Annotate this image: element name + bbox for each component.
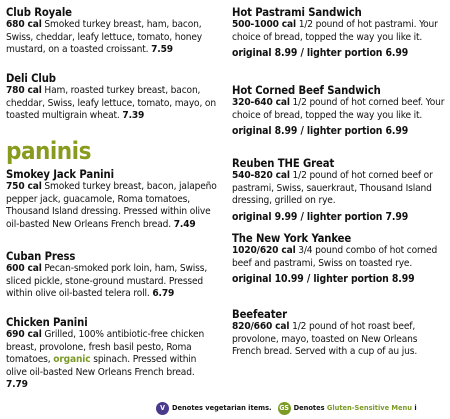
item-description	[6, 263, 218, 301]
item-description	[232, 97, 446, 122]
item-ingredients: Ham, roasted turkey breast, bacon, cheddar, Swiss, leafy lettuce, tomato, mayo, on toasted multigrain wheat.	[6, 85, 216, 122]
item-calories: 1020/620 cal	[232, 245, 296, 256]
item-description	[6, 329, 218, 392]
item-price: 7.59	[151, 44, 173, 56]
item-calories: 690 cal	[6, 329, 42, 340]
item-ingredients: Smoked turkey breast, ham, bacon, Swiss, cheddar, leafy lettuce, tomato, honey mustard, on a toasted croissant.	[6, 19, 202, 56]
item-price: 7.49	[173, 218, 196, 230]
item-calories: 780 cal	[6, 85, 42, 96]
vegetarian-legend-text: Denotes vegetarian items.	[172, 403, 272, 412]
item-description	[232, 321, 446, 359]
item-ingredients: 1/2 pound of hot corned beef or pastrami, Swiss, sauerkraut, Thousand Island dressing, grilled on rye.	[232, 170, 433, 207]
menu-item-reuben-the-great	[232, 157, 446, 224]
item-calories: 820/660 cal	[232, 321, 290, 332]
item-price: 7.79	[6, 379, 28, 391]
item-name: Club Royale	[6, 6, 72, 19]
item-name: Reuben THE Great	[232, 157, 335, 170]
item-calories: 680 cal	[6, 19, 42, 30]
menu-item-cuban-press	[6, 250, 218, 301]
item-calories: 320-640 cal	[232, 97, 290, 108]
item-ingredients-continued: spinach. Pressed within olive oil-basted New Orleans French bread.	[6, 354, 197, 378]
item-ingredients: Smoked turkey breast, bacon, jalapeño pepper jack, guacamole, Roma tomatoes, Thousand Island dressing. Pressed within olive oil-basted New Orleans French bread.	[6, 181, 217, 230]
item-ingredients: 1/2 pound of hot corned beef. Your choice of bread, topped the way you like it.	[232, 97, 445, 121]
item-description	[6, 19, 218, 57]
item-name: Hot Pastrami Sandwich	[232, 6, 362, 19]
legend-footer	[156, 401, 448, 415]
organic-label: organic	[53, 354, 91, 366]
gs-legend-suffix: i	[412, 403, 417, 412]
item-ingredients: 1/2 pound of hot pastrami. Your choice of bread, topped the way you like it.	[232, 19, 438, 43]
item-price-line: original 9.99 / lighter portion 7.99	[232, 210, 409, 223]
item-description	[6, 181, 218, 231]
item-name: Chicken Panini	[6, 316, 88, 329]
item-price-line: original 10.99 / lighter portion 8.99	[232, 273, 415, 286]
item-ingredients: Grilled, 100% antibiotic-free chicken breast, provolone, fresh basil pesto, Roma tomatoes,	[6, 329, 205, 366]
gluten-sensitive-legend-text	[294, 401, 417, 415]
vegetarian-icon: V	[156, 402, 169, 415]
gluten-sensitive-menu-link[interactable]: Gluten-Sensitive Menu	[326, 403, 413, 412]
item-calories: 600 cal	[6, 263, 42, 274]
item-description	[232, 245, 446, 270]
section-title-paninis: paninis	[6, 137, 91, 165]
menu-item-deli-club	[6, 72, 218, 123]
item-description	[232, 19, 446, 44]
item-name: Deli Club	[6, 72, 56, 85]
item-calories: 500-1000 cal	[232, 19, 296, 30]
gluten-sensitive-icon: GS	[278, 402, 291, 415]
menu-item-hot-corned-beef	[232, 84, 446, 138]
item-name: Smokey Jack Panini	[6, 168, 114, 181]
menu-item-hot-pastrami	[232, 6, 446, 60]
menu-item-club-royale	[6, 6, 218, 57]
item-description	[6, 85, 218, 123]
item-description	[232, 170, 446, 208]
item-price-line: original 8.99 / lighter portion 6.99	[232, 47, 409, 60]
item-calories: 540-820 cal	[232, 170, 290, 181]
item-ingredients: 1/2 pound of hot roast beef, provolone, mayo, toasted on New Orleans French bread. Served with a cup of au jus.	[232, 321, 418, 358]
item-name: Beefeater	[232, 308, 288, 321]
menu-item-new-york-yankee	[232, 232, 446, 286]
item-name: The New York Yankee	[232, 232, 352, 245]
item-name: Cuban Press	[6, 250, 76, 263]
menu-item-smokey-jack-panini	[6, 168, 218, 231]
gs-legend-prefix: Denotes	[293, 403, 327, 412]
item-price: 6.79	[152, 288, 175, 300]
item-name: Hot Corned Beef Sandwich	[232, 84, 381, 97]
item-price-line: original 8.99 / lighter portion 6.99	[232, 125, 409, 138]
item-calories: 750 cal	[6, 181, 42, 192]
item-price: 7.39	[122, 110, 145, 122]
menu-item-beefeater	[232, 308, 446, 359]
item-ingredients: Pecan-smoked pork loin, ham, Swiss, sliced pickle, stone-ground mustard. Pressed within olive oil-basted telera roll.	[6, 263, 208, 300]
menu-item-chicken-panini	[6, 316, 218, 392]
item-ingredients: 3/4 pound combo of hot corned beef and pastrami, Swiss on toasted rye.	[232, 245, 438, 269]
